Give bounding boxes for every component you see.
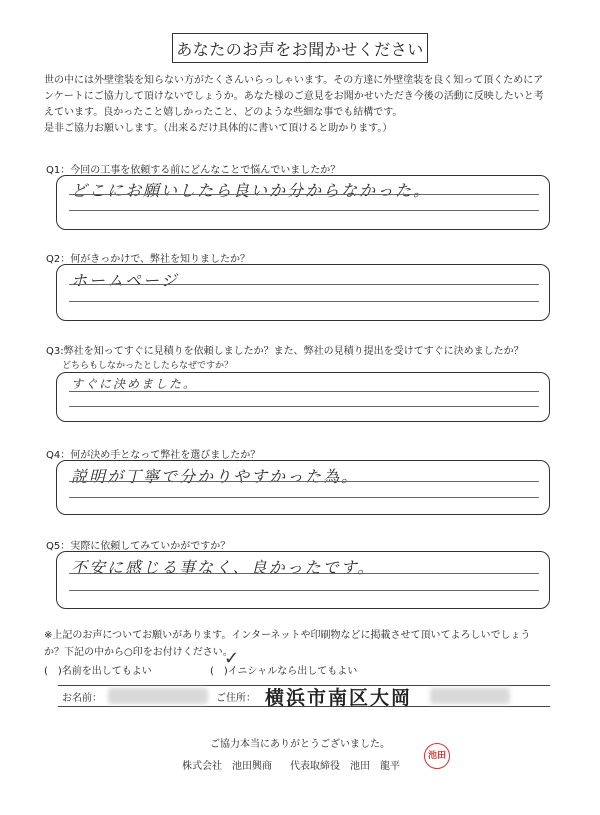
answer-line <box>69 481 539 482</box>
answer-line <box>69 391 539 392</box>
answer-line <box>69 590 539 591</box>
address-label: ご住所： <box>216 693 256 704</box>
representative-name: 代表取締役 池田 龍平 <box>290 761 400 772</box>
note-line: か？下記の中から○印をお付けください。 <box>44 647 233 658</box>
thanks-text: ご協力本当にありがとうございました。 <box>210 739 390 750</box>
option-initial-ok[interactable]: ( )イニシャルなら出してもよい <box>210 666 358 677</box>
answer-box-5[interactable] <box>56 551 550 609</box>
answer-line <box>69 210 539 211</box>
question-3-sublabel: どちらもしなかったとしたらなぜですか？ <box>62 361 234 371</box>
answer-1-handwriting: どこにお願いしたら良いか分からなかった。 <box>71 181 432 200</box>
seal-stamp <box>424 743 450 769</box>
answer-2-handwriting: ホームページ <box>71 271 179 290</box>
intro-line: ンケートにご協力して頂けないでしょうか。あなた様のご意見をお聞かせいただき今後の活動に反映したいと考 <box>44 91 544 102</box>
answer-line <box>69 497 539 498</box>
intro-line: えています。良かったこと嬉しかったこと、どのような些細な事でも結構です。 <box>44 107 403 118</box>
answer-line <box>69 573 539 574</box>
answer-box-3[interactable] <box>56 372 550 422</box>
answer-line <box>69 194 539 195</box>
note-line: ※上記のお声についてお願いがあります。インターネットや印刷物などに掲載させて頂いてよろしいでしょう <box>44 630 531 641</box>
answer-4-handwriting: 説明が丁寧で分かりやすかった為。 <box>71 467 360 486</box>
survey-title: あなたのお声をお聞かせください <box>172 33 428 63</box>
question-1-label: Q1：今回の工事を依頼する前にどんなことで悩んでいましたか？ <box>46 165 341 176</box>
answer-line <box>69 301 539 302</box>
name-label: お名前： <box>62 693 102 704</box>
answer-box-1[interactable] <box>56 175 550 230</box>
answer-box-2[interactable] <box>56 264 550 321</box>
check-mark-icon: ✓ <box>224 648 240 669</box>
answer-line <box>69 406 539 407</box>
intro-line: 世の中には外壁塗装を知らない方がたくさんいらっしゃいます。その方達に外壁塗装を良く知って頂くためにア <box>44 75 544 86</box>
intro-line: 是非ご協力お願いします。（出来るだけ具体的に書いて頂けると助かります。） <box>44 123 393 134</box>
address-redacted <box>430 688 510 704</box>
address-handwriting: 横浜市南区大岡 <box>265 687 413 709</box>
answer-box-4[interactable] <box>56 460 550 515</box>
seal-text: 池田 <box>427 751 446 761</box>
intro-text <box>44 73 564 137</box>
answer-line <box>69 284 539 285</box>
option-name-ok[interactable]: ( )名前を出してもよい <box>44 666 152 677</box>
answer-5-handwriting: 不安に感じる事なく、良かったです。 <box>71 558 376 577</box>
question-5-label: Q5：実際に依頼してみていかがですか？ <box>46 541 231 552</box>
question-4-label: Q4：何が決め手となって弊社を選びましたか？ <box>46 450 261 461</box>
question-3-label: Q3:弊社を知ってすぐに見積りを依頼しましたか？また、弊社の見積り提出を受けてすぐに決めましたか？ <box>46 346 524 357</box>
name-redacted <box>108 688 208 704</box>
answer-3-handwriting: すぐに決めました。 <box>71 377 198 391</box>
consent-note <box>44 627 574 661</box>
company-name: 株式会社 池田興商 <box>182 761 272 772</box>
question-2-label: Q2：何がきっかけで、弊社を知りましたか？ <box>46 254 251 265</box>
